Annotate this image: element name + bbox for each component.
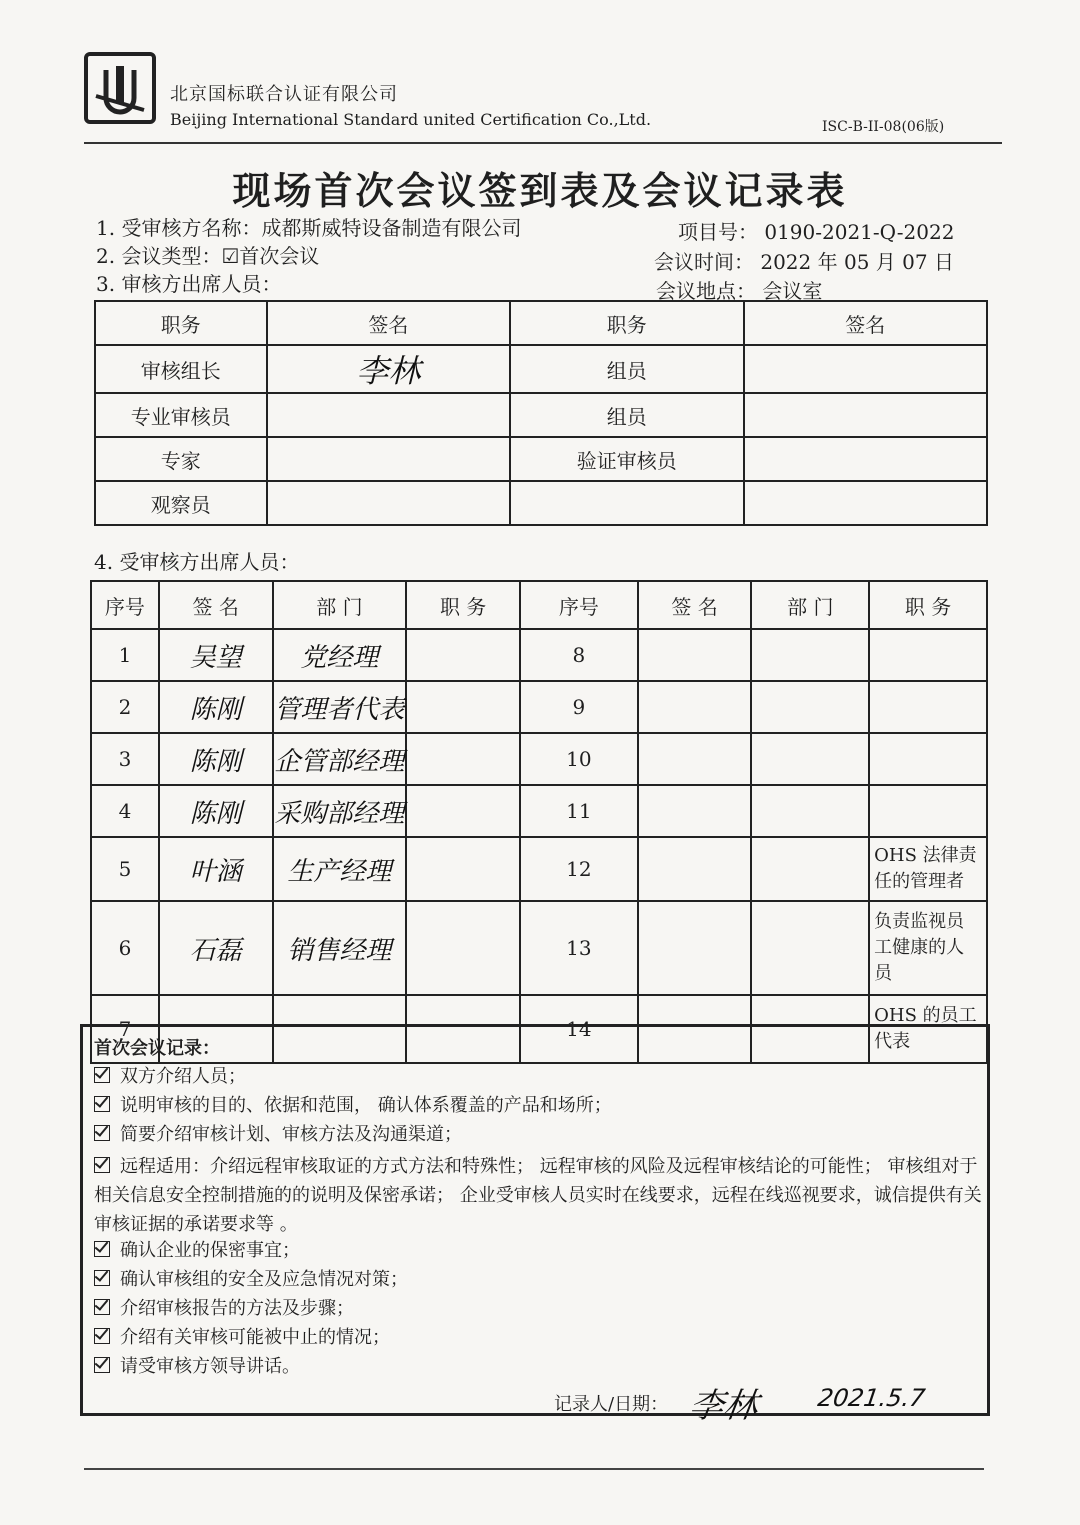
- handwritten-signature: 陈刚: [189, 798, 242, 829]
- dept-cell: [751, 837, 869, 901]
- company-name-en: Beijing International Standard united Certification Co.,Ltd.: [170, 110, 652, 129]
- no-cell: 6: [91, 901, 159, 995]
- table-header-row: [91, 581, 987, 629]
- record-title: 首次会议记录：: [94, 1038, 220, 1059]
- header-sign: 签名: [744, 301, 987, 345]
- checkbox-checked-icon: [94, 1270, 110, 1286]
- no-cell: 13: [520, 901, 638, 995]
- title-cell: [869, 629, 987, 681]
- checkbox-checked-icon: [94, 1067, 110, 1083]
- handwritten-signature: 李林: [356, 352, 421, 390]
- record-item: 简要介绍审核计划、审核方法及沟通渠道；: [94, 1120, 984, 1149]
- no-cell: 8: [520, 629, 638, 681]
- handwritten-signature: 销售经理: [287, 935, 392, 966]
- record-item: 介绍审核报告的方法及步骤；: [94, 1294, 984, 1323]
- checkbox-checked-icon: [94, 1157, 110, 1173]
- no-cell: 3: [91, 733, 159, 785]
- role-cell: [510, 481, 743, 525]
- signature-cell: [267, 481, 510, 525]
- signature-cell: [267, 437, 510, 481]
- recorder-signature: 李林: [686, 1386, 761, 1426]
- title-cell: [406, 785, 520, 837]
- signature-cell: [744, 393, 987, 437]
- footer-divider: [84, 1468, 984, 1470]
- no-cell: 14: [520, 995, 638, 1063]
- signature-cell: [638, 733, 752, 785]
- role-cell: 观察员: [95, 481, 267, 525]
- title-cell: [869, 681, 987, 733]
- signature-cell: [638, 681, 752, 733]
- signature-cell: [159, 785, 273, 837]
- handwritten-signature: 石磊: [189, 935, 242, 966]
- header-sign: 签名: [267, 301, 510, 345]
- no-cell: 7: [91, 995, 159, 1063]
- handwritten-signature: 陈刚: [189, 746, 242, 777]
- title-cell: [869, 733, 987, 785]
- meeting-time: 会议时间： 2022 年 05 月 07 日: [654, 250, 954, 274]
- handwritten-signature: 党经理: [300, 642, 379, 673]
- no-cell: 9: [520, 681, 638, 733]
- handwritten-signature: 陈刚: [189, 694, 242, 725]
- signature-cell: [159, 681, 273, 733]
- document-number: ISC-B-II-08(06版): [822, 119, 945, 135]
- handwritten-signature: 叶涵: [189, 856, 242, 887]
- header-sign: 签 名: [638, 581, 752, 629]
- header-no: 序号: [520, 581, 638, 629]
- title-cell: [406, 837, 520, 901]
- table-row: [95, 345, 987, 393]
- dept-cell: [751, 785, 869, 837]
- checkbox-checked-icon: [94, 1096, 110, 1112]
- table-row: [95, 481, 987, 525]
- no-cell: 5: [91, 837, 159, 901]
- company-name-cn: 北京国标联合认证有限公司: [170, 84, 398, 105]
- signature-cell: [638, 629, 752, 681]
- title-cell: [869, 785, 987, 837]
- checkbox-checked-icon: [94, 1241, 110, 1257]
- header-dept: 部 门: [273, 581, 407, 629]
- checkbox-checked-icon: [94, 1357, 110, 1373]
- table-row: [95, 437, 987, 481]
- no-cell: 4: [91, 785, 159, 837]
- header-dept: 部 门: [751, 581, 869, 629]
- header-title: 职 务: [406, 581, 520, 629]
- table-row: [91, 901, 987, 995]
- table-row: [91, 733, 987, 785]
- signature-cell: [159, 733, 273, 785]
- checkbox-checked-icon: [94, 1299, 110, 1315]
- record-item: 双方介绍人员；: [94, 1062, 984, 1091]
- role-cell: 组员: [510, 393, 743, 437]
- title-cell: [406, 681, 520, 733]
- no-cell: 11: [520, 785, 638, 837]
- page-title: 现场首次会议签到表及会议记录表: [232, 168, 848, 213]
- header-role: 职务: [95, 301, 267, 345]
- signature-cell: [159, 629, 273, 681]
- record-item: 确认企业的保密事宜；: [94, 1236, 984, 1265]
- signature-cell: [159, 901, 273, 995]
- table-row: [91, 837, 987, 901]
- dept-cell: [273, 837, 407, 901]
- handwritten-signature: 吴望: [189, 642, 242, 673]
- table-row: [91, 681, 987, 733]
- dept-cell: [273, 733, 407, 785]
- role-cell: 专家: [95, 437, 267, 481]
- recorder-label: 记录人/日期：: [554, 1394, 669, 1415]
- dept-cell: [273, 681, 407, 733]
- handwritten-signature: 管理者代表: [274, 694, 405, 725]
- signature-cell: [744, 437, 987, 481]
- checkbox-checked-icon: [94, 1328, 110, 1344]
- signature-cell: [744, 481, 987, 525]
- dept-cell: [273, 629, 407, 681]
- role-cell: 审核组长: [95, 345, 267, 393]
- table-row: [91, 785, 987, 837]
- table-row: [95, 393, 987, 437]
- auditor-attendees-line: 3. 审核方出席人员：: [96, 272, 282, 296]
- header-title: 职 务: [869, 581, 987, 629]
- handwritten-signature: 采购部经理: [274, 798, 405, 829]
- record-item: 远程适用：介绍远程审核取证的方式方法和特殊性； 远程审核的风险及远程审核结论的可能性； 审核组对于相关信息安全控制措施的的说明及保密承诺； 企业受审核人员实时在线要求，远程在线巡视要求，诚信提供有关审核证据的承诺要求等 。: [94, 1156, 982, 1235]
- recorder-date: 2021.5.7: [816, 1384, 927, 1412]
- role-cell: 专业审核员: [95, 393, 267, 437]
- no-cell: 2: [91, 681, 159, 733]
- title-cell: [406, 901, 520, 995]
- record-item: 介绍有关审核可能被中止的情况；: [94, 1323, 984, 1352]
- handwritten-signature: 企管部经理: [274, 746, 405, 777]
- meeting-place: 会议地点： 会议室: [656, 279, 823, 303]
- signature-cell: [159, 837, 273, 901]
- meeting-type-line: 2. 会议类型：☑首次会议: [96, 244, 320, 268]
- role-cell: 验证审核员: [510, 437, 743, 481]
- title-cell: OHS 的员工代表: [869, 995, 987, 1063]
- table-row: [91, 629, 987, 681]
- no-cell: 10: [520, 733, 638, 785]
- company-logo: [84, 52, 156, 124]
- record-item: 说明审核的目的、依据和范围， 确认体系覆盖的产品和场所；: [94, 1091, 984, 1120]
- dept-cell: [273, 901, 407, 995]
- signature-cell: [267, 345, 510, 393]
- dept-cell: [751, 629, 869, 681]
- header-divider: [84, 142, 1002, 144]
- project-number: 项目号： 0190-2021-Q-2022: [678, 220, 955, 244]
- auditee-attendance-table: [90, 580, 988, 1064]
- record-item: 确认审核组的安全及应急情况对策；: [94, 1265, 984, 1294]
- no-cell: 12: [520, 837, 638, 901]
- signature-cell: [267, 393, 510, 437]
- signature-cell: [638, 837, 752, 901]
- auditor-attendance-table: [94, 300, 988, 526]
- dept-cell: [751, 681, 869, 733]
- table-header-row: [95, 301, 987, 345]
- header-sign: 签 名: [159, 581, 273, 629]
- signature-cell: [744, 345, 987, 393]
- title-cell: [406, 629, 520, 681]
- record-item: 请受审核方领导讲话。: [94, 1352, 984, 1381]
- checkbox-checked-icon: [94, 1125, 110, 1141]
- dept-cell: [751, 733, 869, 785]
- header-role: 职务: [510, 301, 743, 345]
- role-cell: 组员: [510, 345, 743, 393]
- title-cell: [406, 733, 520, 785]
- title-cell: OHS 法律责任的管理者: [869, 837, 987, 901]
- signature-cell: [638, 785, 752, 837]
- title-cell: 负责监视员工健康的人员: [869, 901, 987, 995]
- section-4-label: 4. 受审核方出席人员：: [94, 550, 300, 574]
- handwritten-signature: 生产经理: [287, 856, 392, 887]
- no-cell: 1: [91, 629, 159, 681]
- signature-cell: [638, 901, 752, 995]
- header-no: 序号: [91, 581, 159, 629]
- dept-cell: [273, 785, 407, 837]
- auditee-name-line: 1. 受审核方名称：成都斯威特设备制造有限公司: [96, 216, 522, 240]
- dept-cell: [751, 901, 869, 995]
